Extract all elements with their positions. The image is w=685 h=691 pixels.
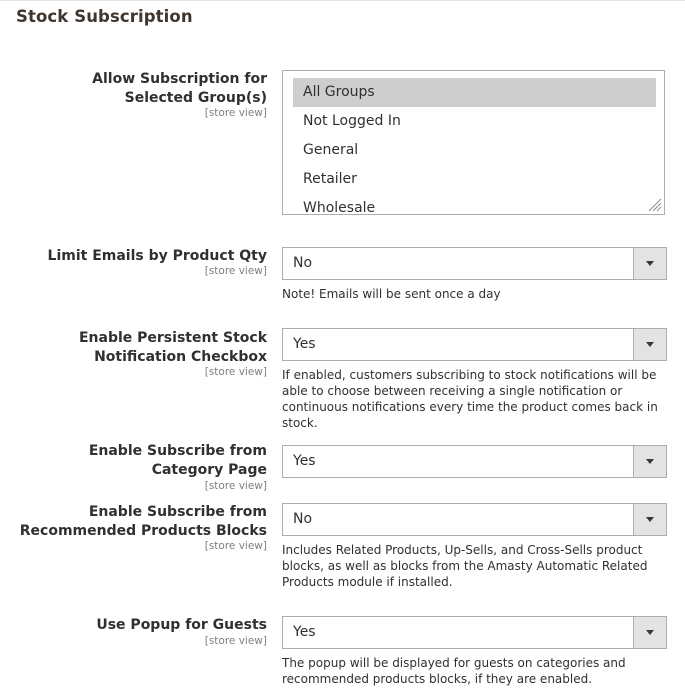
top-divider	[0, 0, 685, 1]
section-title: Stock Subscription	[16, 7, 193, 26]
dropdown-arrow-icon[interactable]	[633, 617, 666, 648]
limit-emails-scope: [store view]	[204, 265, 267, 277]
dropdown-arrow-icon[interactable]	[633, 446, 666, 477]
limit-emails-select[interactable]	[282, 247, 667, 280]
subscribe-recommended-scope: [store view]	[204, 540, 267, 552]
dropdown-arrow-icon[interactable]	[633, 248, 666, 279]
persistent-checkbox-value: Yes	[293, 336, 316, 352]
subscribe-recommended-label: Enable Subscribe from Recommended Products Blocks	[19, 504, 267, 539]
popup-guests-scope: [store view]	[204, 635, 267, 647]
persistent-checkbox-scope: [store view]	[204, 366, 267, 378]
allow-groups-multiselect[interactable]	[282, 70, 665, 215]
option-not-logged-in[interactable]: Not Logged In	[303, 113, 401, 129]
allow-groups-label: Allow Subscription for Selected Group(s)	[92, 71, 267, 106]
subscribe-category-scope: [store view]	[204, 480, 267, 492]
subscribe-category-label: Enable Subscribe from Category Page	[88, 443, 267, 478]
subscribe-recommended-select[interactable]	[282, 503, 667, 536]
persistent-checkbox-label: Enable Persistent Stock Notification Checkbox	[78, 330, 267, 365]
popup-guests-label: Use Popup for Guests	[96, 617, 267, 633]
subscribe-category-value: Yes	[293, 453, 316, 469]
limit-emails-note: Note! Emails will be sent once a day	[282, 287, 501, 301]
subscribe-category-select[interactable]	[282, 445, 667, 478]
allow-groups-scope: [store view]	[204, 107, 267, 119]
resize-grip-icon[interactable]	[646, 196, 662, 212]
limit-emails-value: No	[293, 255, 313, 271]
subscribe-recommended-note: Includes Related Products, Up-Sells, and Cross-Sells product blocks, as well as blocks from the Amasty Automatic Related Products module if installed.	[282, 543, 648, 589]
option-wholesale[interactable]: Wholesale	[303, 200, 376, 215]
popup-guests-note: The popup will be displayed for guests on categories and recommended products blocks, if they are enabled.	[282, 656, 626, 686]
option-all-groups[interactable]: All Groups	[293, 78, 656, 107]
persistent-checkbox-note: If enabled, customers subscribing to stock notifications will be able to choose between receiving a single notification or continuous notifications every time the product comes back in stock.	[282, 368, 658, 430]
popup-guests-select[interactable]	[282, 616, 667, 649]
option-general[interactable]: General	[303, 142, 359, 158]
dropdown-arrow-icon[interactable]	[633, 329, 666, 360]
limit-emails-label: Limit Emails by Product Qty	[47, 248, 267, 264]
option-retailer[interactable]: Retailer	[303, 171, 357, 187]
subscribe-recommended-value: No	[293, 511, 313, 527]
persistent-checkbox-select[interactable]	[282, 328, 667, 361]
dropdown-arrow-icon[interactable]	[633, 504, 666, 535]
popup-guests-value: Yes	[293, 624, 316, 640]
